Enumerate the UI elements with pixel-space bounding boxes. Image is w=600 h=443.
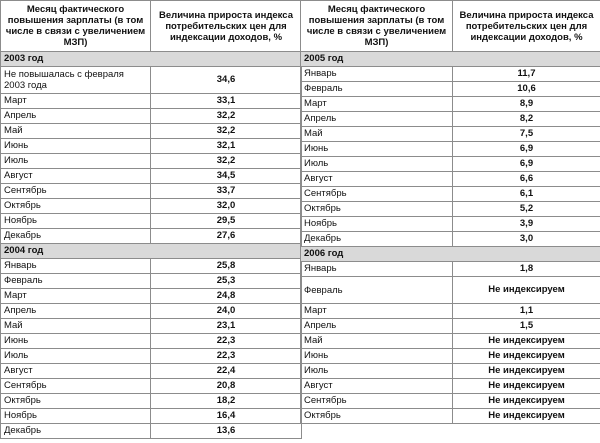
row-value: Не индексируем [453, 349, 600, 364]
row-month: Май [1, 319, 151, 334]
table-row [301, 364, 600, 379]
row-month: Октябрь [1, 394, 151, 409]
row-value: 27,6 [151, 229, 302, 244]
table-row [1, 259, 302, 274]
table-row [301, 409, 600, 424]
table-row [301, 277, 600, 304]
row-value: 32,2 [151, 124, 302, 139]
row-month: Июнь [301, 142, 453, 157]
row-month: Апрель [301, 112, 453, 127]
row-value: 20,8 [151, 379, 302, 394]
row-month: Март [1, 94, 151, 109]
table-row [301, 97, 600, 112]
row-month: Ноябрь [301, 217, 453, 232]
row-month: Март [301, 97, 453, 112]
table-row [301, 157, 600, 172]
row-value: 33,1 [151, 94, 302, 109]
table-row [1, 379, 302, 394]
row-value: 1,1 [453, 304, 600, 319]
row-month: Декабрь [301, 232, 453, 247]
table-row [301, 202, 600, 217]
row-month: Июль [1, 154, 151, 169]
row-month: Июль [301, 364, 453, 379]
row-month: Май [301, 334, 453, 349]
row-value: 6,9 [453, 142, 600, 157]
row-month: Ноябрь [1, 214, 151, 229]
row-month: Август [301, 172, 453, 187]
row-value: 32,2 [151, 109, 302, 124]
row-month: Февраль [301, 82, 453, 97]
row-value: 6,9 [453, 157, 600, 172]
row-value: 16,4 [151, 409, 302, 424]
table-row [301, 319, 600, 334]
row-value: 32,0 [151, 199, 302, 214]
row-month: Октябрь [301, 202, 453, 217]
row-month: Апрель [1, 304, 151, 319]
row-month: Не повышалась с февраля 2003 года [1, 67, 151, 94]
year-header-2006: 2006 год [301, 247, 600, 262]
table-row [1, 67, 302, 94]
row-value: 13,6 [151, 424, 302, 439]
row-month: Май [1, 124, 151, 139]
row-month: Сентябрь [301, 394, 453, 409]
table-left [0, 0, 302, 439]
row-month: Июль [1, 349, 151, 364]
row-value: Не индексируем [453, 394, 600, 409]
table-row [301, 349, 600, 364]
row-value: 25,3 [151, 274, 302, 289]
row-value: Не индексируем [453, 334, 600, 349]
table-row [301, 379, 600, 394]
table-row [1, 214, 302, 229]
table-row [301, 232, 600, 247]
row-value: 22,3 [151, 334, 302, 349]
row-month: Апрель [301, 319, 453, 334]
row-value: 6,1 [453, 187, 600, 202]
row-month: Июнь [1, 139, 151, 154]
table-row [1, 334, 302, 349]
year-header-2003: 2003 год [1, 52, 302, 67]
row-value: 29,5 [151, 214, 302, 229]
header-month: Месяц фактического повышения зарплаты (в том числе в связи с увеличением МЗП) [301, 1, 453, 52]
table-row [1, 124, 302, 139]
row-month: Июнь [1, 334, 151, 349]
table-row [1, 139, 302, 154]
row-month: Январь [301, 67, 453, 82]
table-row [301, 217, 600, 232]
row-month: Апрель [1, 109, 151, 124]
table-row [301, 112, 600, 127]
row-value: 5,2 [453, 202, 600, 217]
row-value: 3,9 [453, 217, 600, 232]
table-row [301, 127, 600, 142]
row-month: Август [1, 364, 151, 379]
row-month: Октябрь [1, 199, 151, 214]
table-row [1, 349, 302, 364]
row-value: 22,3 [151, 349, 302, 364]
table-row [301, 304, 600, 319]
row-month: Сентябрь [1, 184, 151, 199]
row-value: 3,0 [453, 232, 600, 247]
table-row [1, 229, 302, 244]
header-value: Величина прироста индекса потребительских цен для индексации доходов, % [453, 1, 600, 52]
row-value: 8,2 [453, 112, 600, 127]
row-month: Март [1, 289, 151, 304]
table-row [1, 409, 302, 424]
row-month: Август [1, 169, 151, 184]
row-value: Не индексируем [453, 277, 600, 304]
table-row [1, 364, 302, 379]
row-value: 32,1 [151, 139, 302, 154]
row-value: 33,7 [151, 184, 302, 199]
row-value: 24,0 [151, 304, 302, 319]
table-row [1, 319, 302, 334]
row-value: Не индексируем [453, 364, 600, 379]
row-value: 34,5 [151, 169, 302, 184]
row-value: 7,5 [453, 127, 600, 142]
row-value: 32,2 [151, 154, 302, 169]
table-row [1, 304, 302, 319]
table-row [1, 394, 302, 409]
row-month: Июль [301, 157, 453, 172]
row-value: 11,7 [453, 67, 600, 82]
table-row [301, 394, 600, 409]
row-month: Август [301, 379, 453, 394]
header-month: Месяц фактического повышения зарплаты (в том числе в связи с увеличением МЗП) [1, 1, 151, 52]
row-month: Январь [301, 262, 453, 277]
table-row [1, 424, 302, 439]
row-value: 34,6 [151, 67, 302, 94]
table-row [301, 142, 600, 157]
year-header-2004: 2004 год [1, 244, 302, 259]
table-row [1, 274, 302, 289]
table-row [1, 289, 302, 304]
table-row [301, 82, 600, 97]
table-row [1, 154, 302, 169]
table-row [1, 169, 302, 184]
row-month: Сентябрь [1, 379, 151, 394]
row-month: Сентябрь [301, 187, 453, 202]
row-value: 10,6 [453, 82, 600, 97]
row-month: Июнь [301, 349, 453, 364]
table-row [1, 109, 302, 124]
row-value: 8,9 [453, 97, 600, 112]
row-month: Декабрь [1, 424, 151, 439]
row-month: Февраль [301, 277, 453, 304]
row-value: 1,8 [453, 262, 600, 277]
table-right [300, 0, 600, 424]
row-month: Май [301, 127, 453, 142]
table-row [301, 262, 600, 277]
table-row [301, 187, 600, 202]
row-month: Февраль [1, 274, 151, 289]
row-value: 24,8 [151, 289, 302, 304]
table-row [1, 199, 302, 214]
row-month: Ноябрь [1, 409, 151, 424]
table-row [301, 172, 600, 187]
row-value: 1,5 [453, 319, 600, 334]
row-value: 18,2 [151, 394, 302, 409]
row-value: 23,1 [151, 319, 302, 334]
row-value: Не индексируем [453, 409, 600, 424]
row-value: Не индексируем [453, 379, 600, 394]
table-row [301, 67, 600, 82]
row-month: Октябрь [301, 409, 453, 424]
row-month: Январь [1, 259, 151, 274]
row-month: Декабрь [1, 229, 151, 244]
table-row [1, 94, 302, 109]
row-month: Март [301, 304, 453, 319]
row-value: 6,6 [453, 172, 600, 187]
row-value: 25,8 [151, 259, 302, 274]
year-header-2005: 2005 год [301, 52, 600, 67]
table-row [301, 334, 600, 349]
row-value: 22,4 [151, 364, 302, 379]
header-value: Величина прироста индекса потребительских цен для индексации доходов, % [151, 1, 302, 52]
table-row [1, 184, 302, 199]
